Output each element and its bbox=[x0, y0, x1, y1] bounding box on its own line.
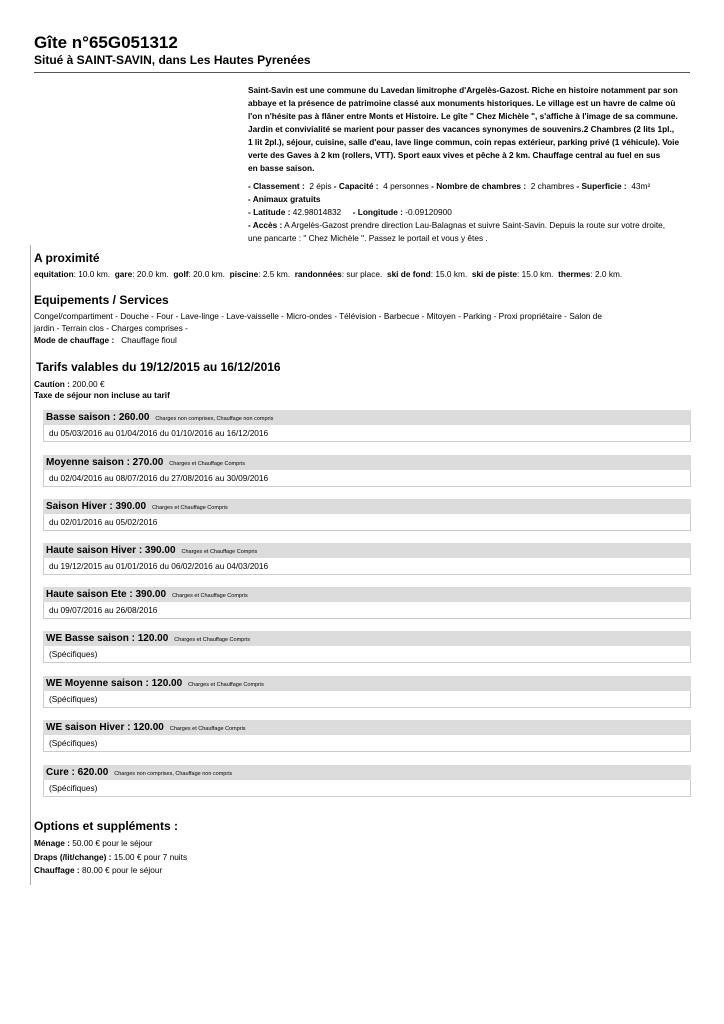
proximite-value: 10.0 km. bbox=[78, 269, 111, 279]
option-label: Chauffage : bbox=[34, 865, 80, 875]
chauffage-line bbox=[34, 334, 694, 346]
season-block bbox=[43, 587, 691, 619]
proximite-label: piscine bbox=[229, 269, 259, 279]
season-block bbox=[43, 720, 691, 752]
facts-line-1 bbox=[248, 180, 692, 193]
acces-value: A Argelès-Gazost prendre direction Lau-Balagnas et suivre Saint-Savin. Depuis la route sur votre droite, bbox=[284, 220, 666, 230]
page-subtitle: Situé à SAINT-SAVIN, dans Les Hautes Pyrenées bbox=[34, 53, 311, 67]
taxe-note: Taxe de séjour non incluse au tarif bbox=[34, 390, 170, 400]
season-name: Haute saison Ete : 390.00 bbox=[46, 589, 167, 600]
capacite-value: 4 personnes bbox=[383, 181, 429, 191]
facts-line-5: une pancarte : " Chez Michèle ". Passez le portail et vous y êtes . bbox=[248, 233, 488, 243]
season-name: Moyenne saison : 270.00 bbox=[46, 457, 164, 468]
acces-label: - Accès : bbox=[248, 220, 283, 230]
proximite-value: 20.0 km. bbox=[136, 269, 169, 279]
superficie-value: 43m² bbox=[631, 181, 651, 191]
season-header bbox=[43, 765, 691, 780]
description-line: en basse saison. bbox=[248, 163, 315, 173]
season-note: Charges et Chauffage Compris bbox=[169, 726, 246, 732]
animaux: - Animaux gratuits bbox=[248, 194, 321, 204]
chambres-label: - Nombre de chambres : bbox=[431, 181, 527, 191]
facts-line-2 bbox=[248, 193, 692, 206]
classement-label: - Classement : bbox=[248, 181, 305, 191]
season-dates: du 02/04/2016 au 08/07/2016 du 27/08/2016 au 30/09/2016 bbox=[43, 470, 691, 487]
proximite-label: gare bbox=[114, 269, 133, 279]
season-note: Charges et Chauffage Compris bbox=[181, 549, 258, 555]
season-note: Charges et Chauffage Compris bbox=[169, 461, 245, 467]
option-item bbox=[34, 837, 187, 851]
option-value: 15.00 € pour 7 nuits bbox=[113, 851, 188, 862]
proximite-label: ski de piste bbox=[471, 269, 518, 279]
description bbox=[248, 84, 692, 175]
proximite-value: 15.0 km. bbox=[435, 269, 468, 279]
proximite-value: 15.0 km. bbox=[521, 269, 554, 279]
season-block bbox=[43, 631, 691, 663]
chauffage-label: Mode de chauffage : bbox=[34, 335, 115, 345]
season-header bbox=[43, 631, 691, 646]
equipements-list bbox=[34, 310, 694, 346]
season-block bbox=[43, 455, 691, 487]
season-note: Charges et Chauffage Compris bbox=[152, 505, 228, 511]
capacite-label: - Capacité : bbox=[333, 181, 379, 191]
season-block bbox=[43, 765, 691, 797]
description-line: 1 lit 2pl.), séjour, cuisine, salle d'eau, lave linge commun, coin repas extérieur, parking privé (1 véhicule). Voie bbox=[248, 137, 680, 147]
season-dates: (Spécifiques) bbox=[43, 646, 691, 663]
option-value: 80.00 € pour le séjour bbox=[81, 865, 163, 875]
facts-line-3 bbox=[248, 206, 692, 219]
page-title: Gîte n°65G051312 bbox=[34, 33, 178, 52]
season-dates: du 19/12/2015 au 01/01/2016 du 06/02/2016 au 04/03/2016 bbox=[43, 558, 691, 575]
season-header bbox=[43, 676, 691, 691]
description-line: verte des Gaves à 2 km (rollers, VTT). Sport eaux vives et pêche à 2 km. Chauffage central au fuel en sus bbox=[248, 150, 661, 160]
season-block bbox=[43, 676, 691, 708]
season-header bbox=[43, 499, 691, 514]
season-block bbox=[43, 499, 691, 531]
classement-value: 2 épis bbox=[309, 181, 332, 191]
proximite-label: golf bbox=[173, 269, 189, 279]
season-name: Basse saison : 260.00 bbox=[46, 412, 150, 423]
season-note: Charges et Chauffage Compris bbox=[172, 593, 248, 599]
facts bbox=[248, 180, 692, 245]
season-dates: (Spécifiques) bbox=[43, 691, 691, 708]
option-label: Draps (/lit/change) : bbox=[34, 851, 112, 862]
longitude-value: -0.09120900 bbox=[405, 207, 452, 217]
proximite-value: 20.0 km. bbox=[193, 269, 225, 279]
season-dates: du 02/01/2016 au 05/02/2016 bbox=[43, 514, 691, 531]
description-line: Jardin et convivialité se marient pour passer des vacances synonymes de souvenirs.2 Chambres (2 lits 1pl., bbox=[248, 124, 675, 134]
options-list bbox=[34, 837, 187, 878]
proximite-heading: A proximité bbox=[34, 251, 100, 265]
season-name: WE Moyenne saison : 120.00 bbox=[46, 678, 183, 689]
season-dates: (Spécifiques) bbox=[43, 780, 691, 797]
season-note: Charges et Chauffage Compris bbox=[188, 682, 264, 688]
proximite-value: 2.5 km. bbox=[262, 269, 291, 279]
season-header bbox=[43, 410, 691, 425]
description-line: l'on n'hésite pas à flâner entre Monts et Histoire. Le gîte " Chez Michèle ", s'affiche à l'image de sa commune. bbox=[248, 111, 678, 121]
season-name: WE Basse saison : 120.00 bbox=[46, 633, 169, 644]
proximite-list: equitation: 10.0 km. gare: 20.0 km. golf: 20.0 km. piscine: 2.5 km. randonnées: sur place. ski de fond: 15.0 km. ski de piste: 15.0 km. thermes: 2.0 km. bbox=[34, 269, 623, 279]
season-block bbox=[43, 410, 691, 442]
latitude-label: - Latitude : bbox=[248, 207, 291, 217]
option-label: Ménage : bbox=[34, 838, 70, 848]
latitude-value: 42.98014832 bbox=[292, 207, 342, 217]
description-line: Saint-Savin est une commune du Lavedan limitrophe d'Argelès-Gazost. Riche en histoire notamment par son bbox=[248, 85, 678, 95]
title-divider bbox=[34, 72, 690, 73]
facts-line-4 bbox=[248, 219, 692, 232]
option-item bbox=[34, 864, 187, 878]
season-header bbox=[43, 543, 691, 558]
proximite-value: sur place. bbox=[346, 269, 383, 279]
season-header bbox=[43, 720, 691, 735]
options-heading: Options et suppléments : bbox=[34, 819, 179, 833]
left-rule bbox=[30, 245, 31, 885]
superficie-label: - Superficie : bbox=[576, 181, 627, 191]
equipements-line: jardin - Terrain clos - Charges comprises - bbox=[34, 323, 188, 333]
season-note: Charges non comprises, Chauffage non compris bbox=[155, 416, 274, 422]
proximite-value: 2.0 km. bbox=[595, 269, 623, 279]
tarifs-heading: Tarifs valables du 19/12/2015 au 16/12/2016 bbox=[36, 360, 281, 374]
season-block bbox=[43, 543, 691, 575]
season-name: Cure : 620.00 bbox=[46, 767, 109, 778]
option-value: 50.00 € pour le séjour bbox=[72, 838, 153, 848]
season-dates: du 09/07/2016 au 26/08/2016 bbox=[43, 602, 691, 619]
chauffage-value: Chauffage fioul bbox=[121, 335, 177, 345]
equipements-heading: Equipements / Services bbox=[34, 293, 169, 307]
season-note: Charges non comprises, Chauffage non compris bbox=[114, 771, 233, 777]
caution-value: 200.00 € bbox=[72, 379, 105, 389]
caution-label: Caution : bbox=[34, 379, 70, 389]
chambres-value: 2 chambres bbox=[530, 181, 575, 191]
proximite-label: equitation bbox=[34, 269, 74, 279]
season-dates: (Spécifiques) bbox=[43, 735, 691, 752]
proximite-label: thermes bbox=[558, 269, 591, 279]
season-note: Charges et Chauffage Compris bbox=[174, 637, 251, 643]
season-name: Saison Hiver : 390.00 bbox=[46, 501, 147, 512]
season-header bbox=[43, 587, 691, 602]
season-name: Haute saison Hiver : 390.00 bbox=[46, 545, 176, 556]
option-item bbox=[34, 851, 187, 865]
equipements-line: Congel/compartiment - Douche - Four - Lave-linge - Lave-vaisselle - Micro-ondes - Télévision - Barbecue - Mitoyen - Parking - Proxi propriétaire - Salon de bbox=[34, 311, 602, 321]
description-line: abbaye et la présence de patrimoine classé aux monuments historiques. Le village est un havre de calme où bbox=[248, 98, 676, 108]
season-dates: du 05/03/2016 au 01/04/2016 du 01/10/2016 au 16/12/2016 bbox=[43, 425, 691, 442]
proximite-label: ski de fond bbox=[386, 269, 431, 279]
longitude-label: - Longitude : bbox=[352, 207, 403, 217]
season-name: WE saison Hiver : 120.00 bbox=[46, 722, 164, 733]
proximite-label: randonnées bbox=[294, 269, 342, 279]
season-header bbox=[43, 455, 691, 470]
